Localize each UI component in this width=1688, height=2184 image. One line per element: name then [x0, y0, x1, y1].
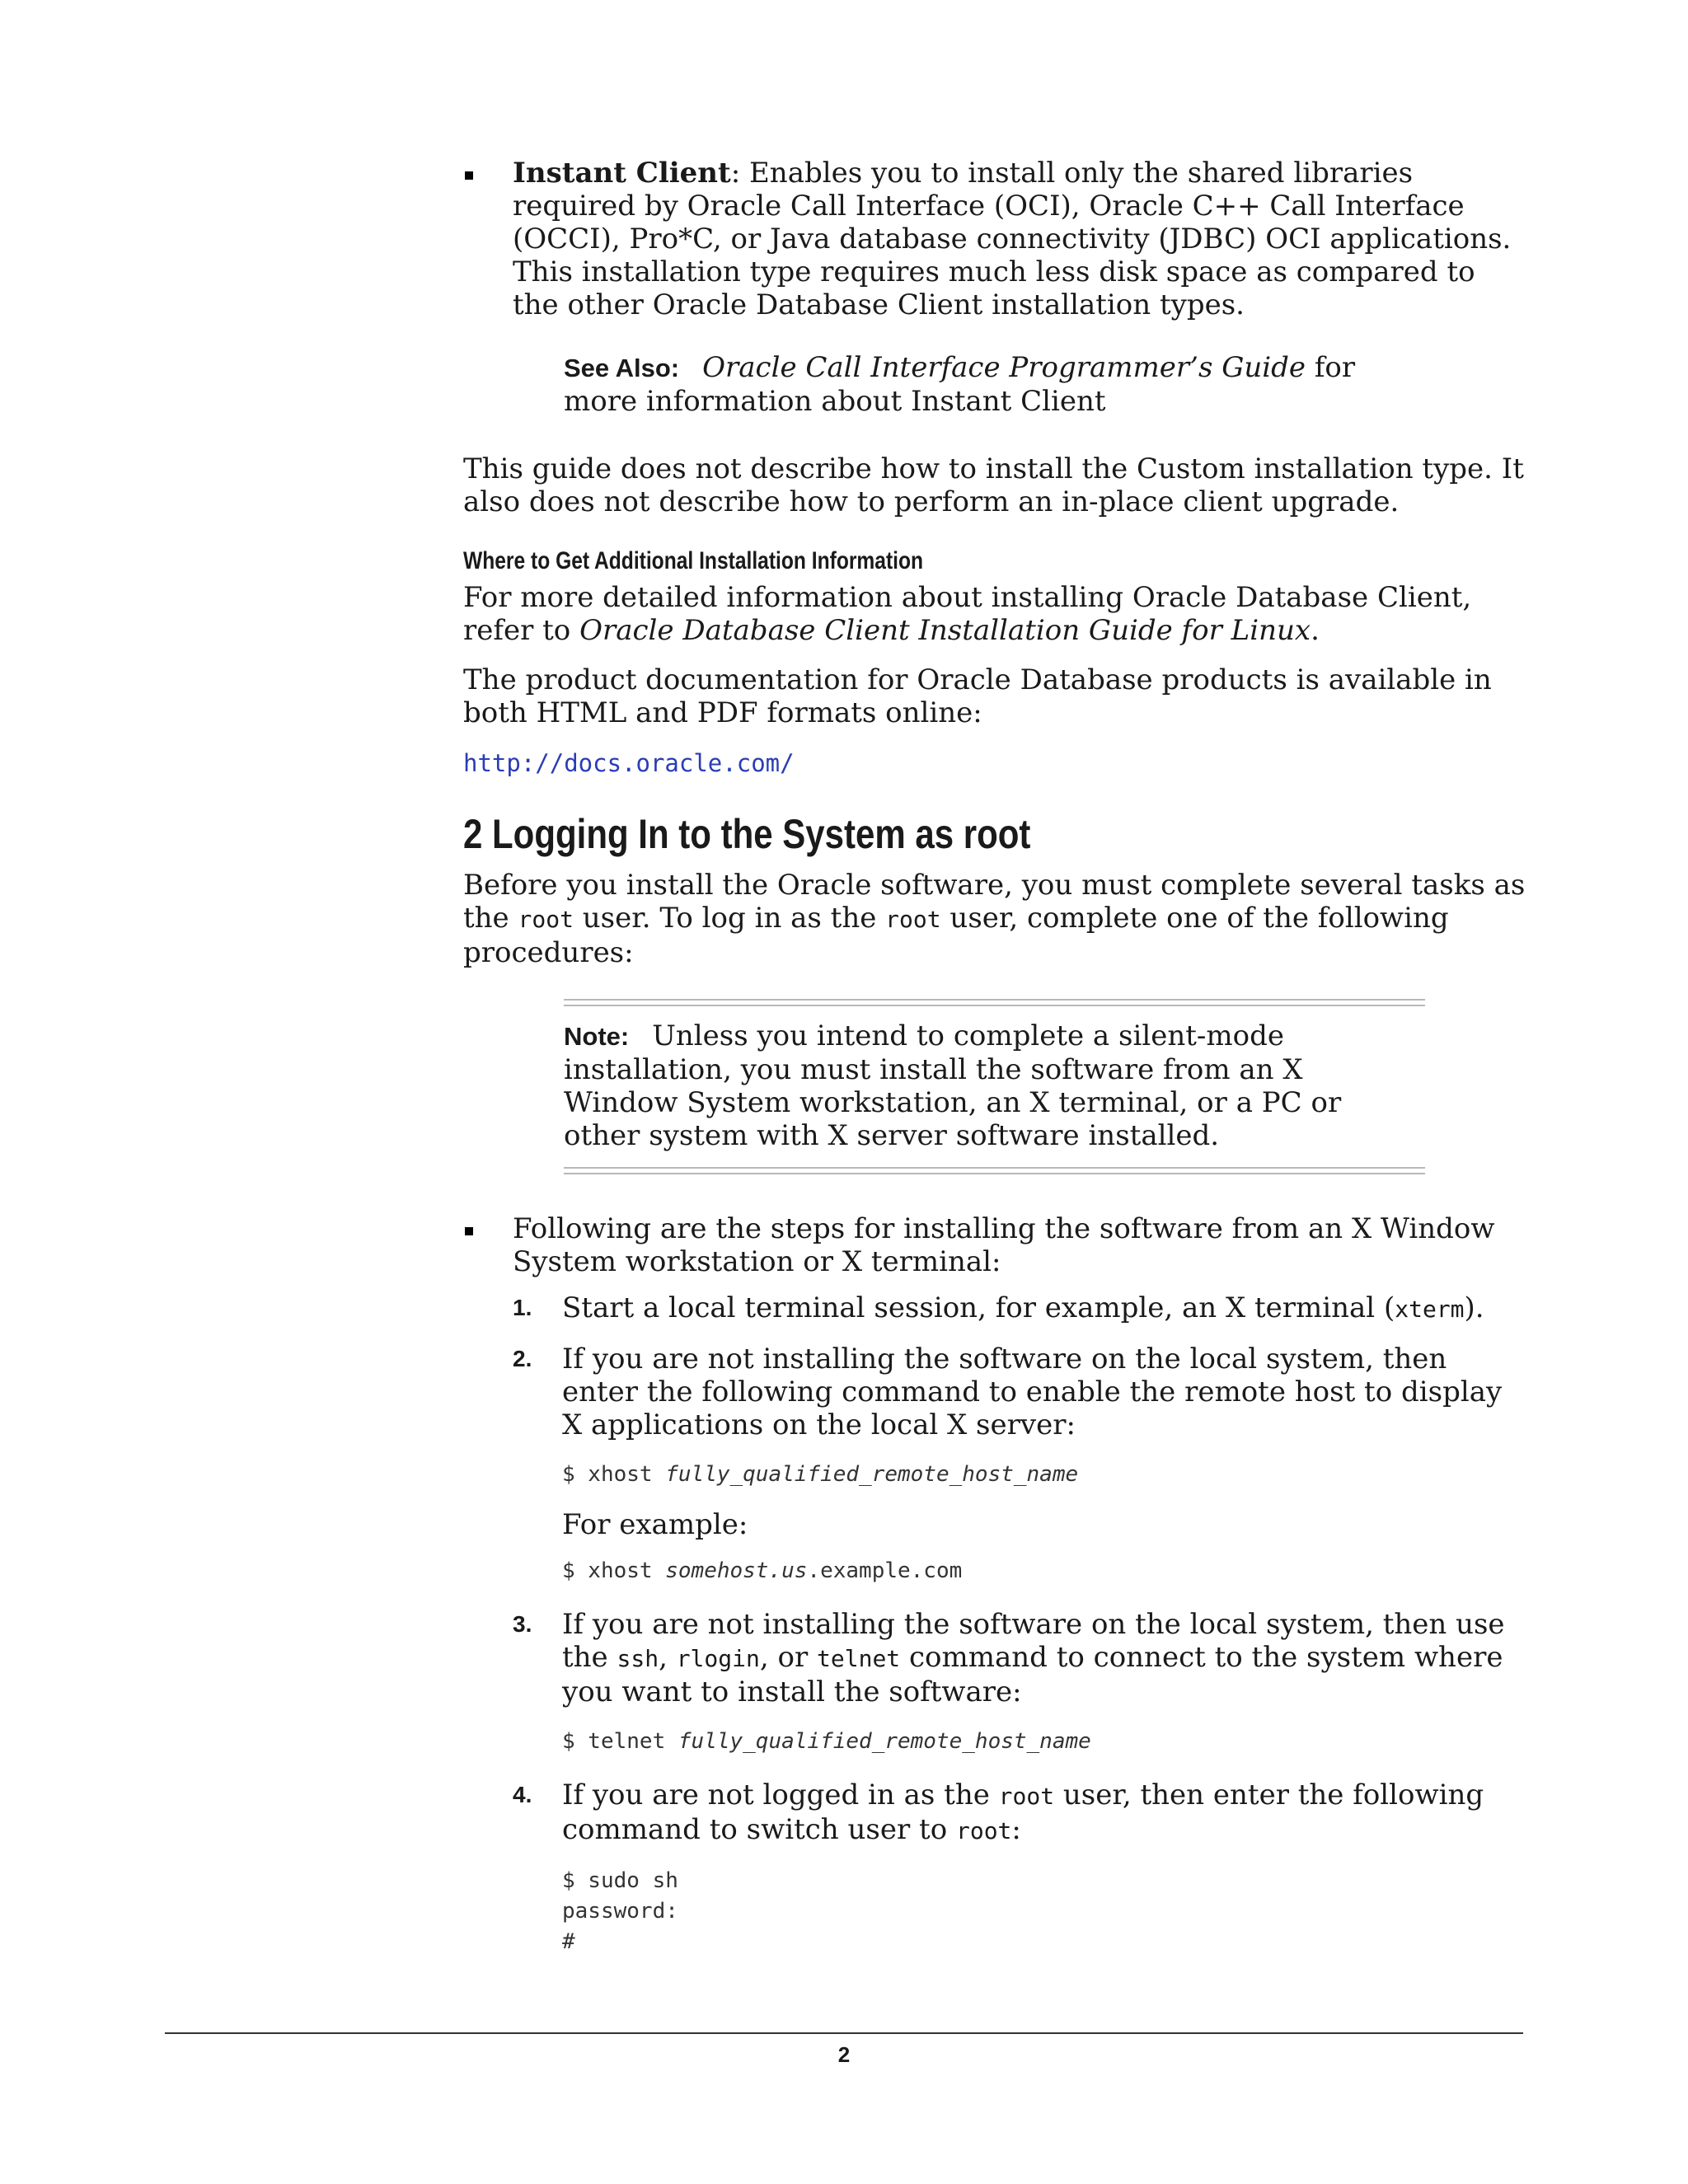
- footer-rule: [165, 2032, 1523, 2034]
- step-item: [513, 1779, 1526, 1957]
- intro-text-2: user. To log in as the: [573, 902, 886, 935]
- instant-client-item: [463, 157, 1526, 321]
- note-box: [564, 999, 1425, 1174]
- bullet-square-icon: [465, 171, 473, 180]
- additional-info-p1-text: For more detailed information about installing Oracle Database Client, refer to: [463, 581, 1472, 647]
- step-text-a: If you are not installing the software on the local system, then use the: [562, 1608, 1505, 1674]
- step-text-a: If you are not logged in as the: [562, 1779, 999, 1811]
- code-block: [562, 1556, 1526, 1586]
- x-window-paragraph: Following are the steps for installing the software from an X Window System workstation or X terminal:: [513, 1212, 1495, 1278]
- code-block: [562, 1866, 1526, 1957]
- additional-info-p1-end: .: [1311, 614, 1320, 647]
- page-number: 2: [837, 2042, 851, 2067]
- step-item: [513, 1343, 1526, 1586]
- step-item: [513, 1291, 1526, 1326]
- step-text: [562, 1779, 1526, 1848]
- step-text-a: Start a local terminal session, for example, an X terminal (: [562, 1291, 1395, 1324]
- code-argument: somehost.us: [665, 1558, 808, 1583]
- step-text-b: ).: [1464, 1291, 1484, 1324]
- see-also-label: See Also:: [564, 354, 680, 382]
- note-text: Unless you intend to complete a silent-mode installation, you must install the software from an X Window System workstation, an X terminal, or a PC or other system with X server software installed.: [564, 1019, 1342, 1152]
- code-block: [562, 1460, 1526, 1490]
- root-code-2: root: [885, 906, 941, 933]
- instant-client-text: : Enables you to install only the shared libraries required by Oracle Call Interface (OCI), Oracle C++ Call Interface (OCCI), Pro*C, or Java database connectivity (JDBC) OCI applications. This installation type requires much less disk space as compared to the other Oracle Database Client installation types.: [513, 157, 1512, 321]
- see-also-text: for more information about Instant Client: [564, 351, 1356, 418]
- code-line: $ sudo sh: [562, 1868, 678, 1893]
- step-number: 2.: [513, 1346, 532, 1371]
- example-label: For example:: [562, 1508, 748, 1541]
- step-text-b: user, then enter the following command to switch user to: [562, 1779, 1484, 1846]
- x-window-item: [463, 1212, 1526, 1278]
- page-content: [463, 157, 1526, 1974]
- bullet-square-icon: [465, 1227, 473, 1235]
- code-command: $ telnet: [562, 1729, 678, 1754]
- additional-info-p2: The product documentation for Oracle Database products is available in both HTML and PDF formats online:: [463, 663, 1492, 729]
- see-also-note: [564, 351, 1363, 418]
- additional-info-p1: [463, 581, 1526, 647]
- intro-text-1: Before you install the Oracle software, you must complete several tasks as the: [463, 869, 1526, 935]
- step-number: 3.: [513, 1611, 532, 1637]
- docs-link[interactable]: http://docs.oracle.com/: [463, 749, 795, 777]
- root-code: root: [998, 1783, 1055, 1810]
- instant-client-paragraph: [513, 157, 1526, 321]
- docs-link-paragraph: [463, 746, 1526, 780]
- guide-reference: Oracle Database Client Installation Guide for Linux: [579, 614, 1311, 647]
- note-label: Note:: [564, 1022, 630, 1051]
- note-paragraph: [564, 1006, 1425, 1167]
- step-item: [513, 1608, 1526, 1757]
- instant-client-term: Instant Client: [513, 157, 731, 190]
- code-line: #: [562, 1929, 575, 1954]
- custom-note-paragraph: This guide does not describe how to install the Custom installation type. It also does not describe how to perform an in-place client upgrade.: [463, 452, 1524, 518]
- root-code-1: root: [518, 906, 574, 933]
- see-also-title: Oracle Call Interface Programmer’s Guide: [702, 351, 1306, 384]
- code-command: $ xhost: [562, 1558, 666, 1583]
- ssh-code: ssh: [617, 1645, 659, 1672]
- step-text-c: , or: [759, 1641, 818, 1674]
- steps-list: [513, 1291, 1526, 1957]
- code-suffix: .example.com: [807, 1558, 963, 1583]
- telnet-code: telnet: [817, 1645, 901, 1672]
- step-text-b: ,: [659, 1641, 677, 1674]
- step-text: [562, 1291, 1526, 1326]
- step-text: [562, 1608, 1526, 1708]
- code-argument: fully_qualified_remote_host_name: [665, 1462, 1079, 1487]
- section-heading: 2 Logging In to the System as root: [463, 811, 1031, 857]
- section-intro: [463, 869, 1526, 969]
- rlogin-code: rlogin: [676, 1645, 760, 1672]
- step-number: 4.: [513, 1782, 532, 1807]
- root-code: root: [955, 1817, 1012, 1844]
- step-text-d: command to connect to the system where you want to install the software:: [562, 1641, 1503, 1708]
- step-number: 1.: [513, 1295, 532, 1320]
- additional-info-heading: Where to Get Additional Installation Information: [463, 547, 924, 574]
- code-line: password:: [562, 1899, 678, 1924]
- note-top-rule: [564, 999, 1425, 1006]
- code-block: [562, 1727, 1526, 1757]
- code-command: $ xhost: [562, 1462, 666, 1487]
- step-text: If you are not installing the software on the local system, then enter the following command to enable the remote host to display X applications on the local X server:: [562, 1343, 1503, 1441]
- note-bottom-rule: [564, 1167, 1425, 1174]
- step-text-c: :: [1011, 1813, 1021, 1846]
- xterm-code: xterm: [1395, 1296, 1465, 1323]
- intro-text-3: user, complete one of the following procedures:: [463, 902, 1449, 969]
- code-argument: fully_qualified_remote_host_name: [678, 1729, 1091, 1754]
